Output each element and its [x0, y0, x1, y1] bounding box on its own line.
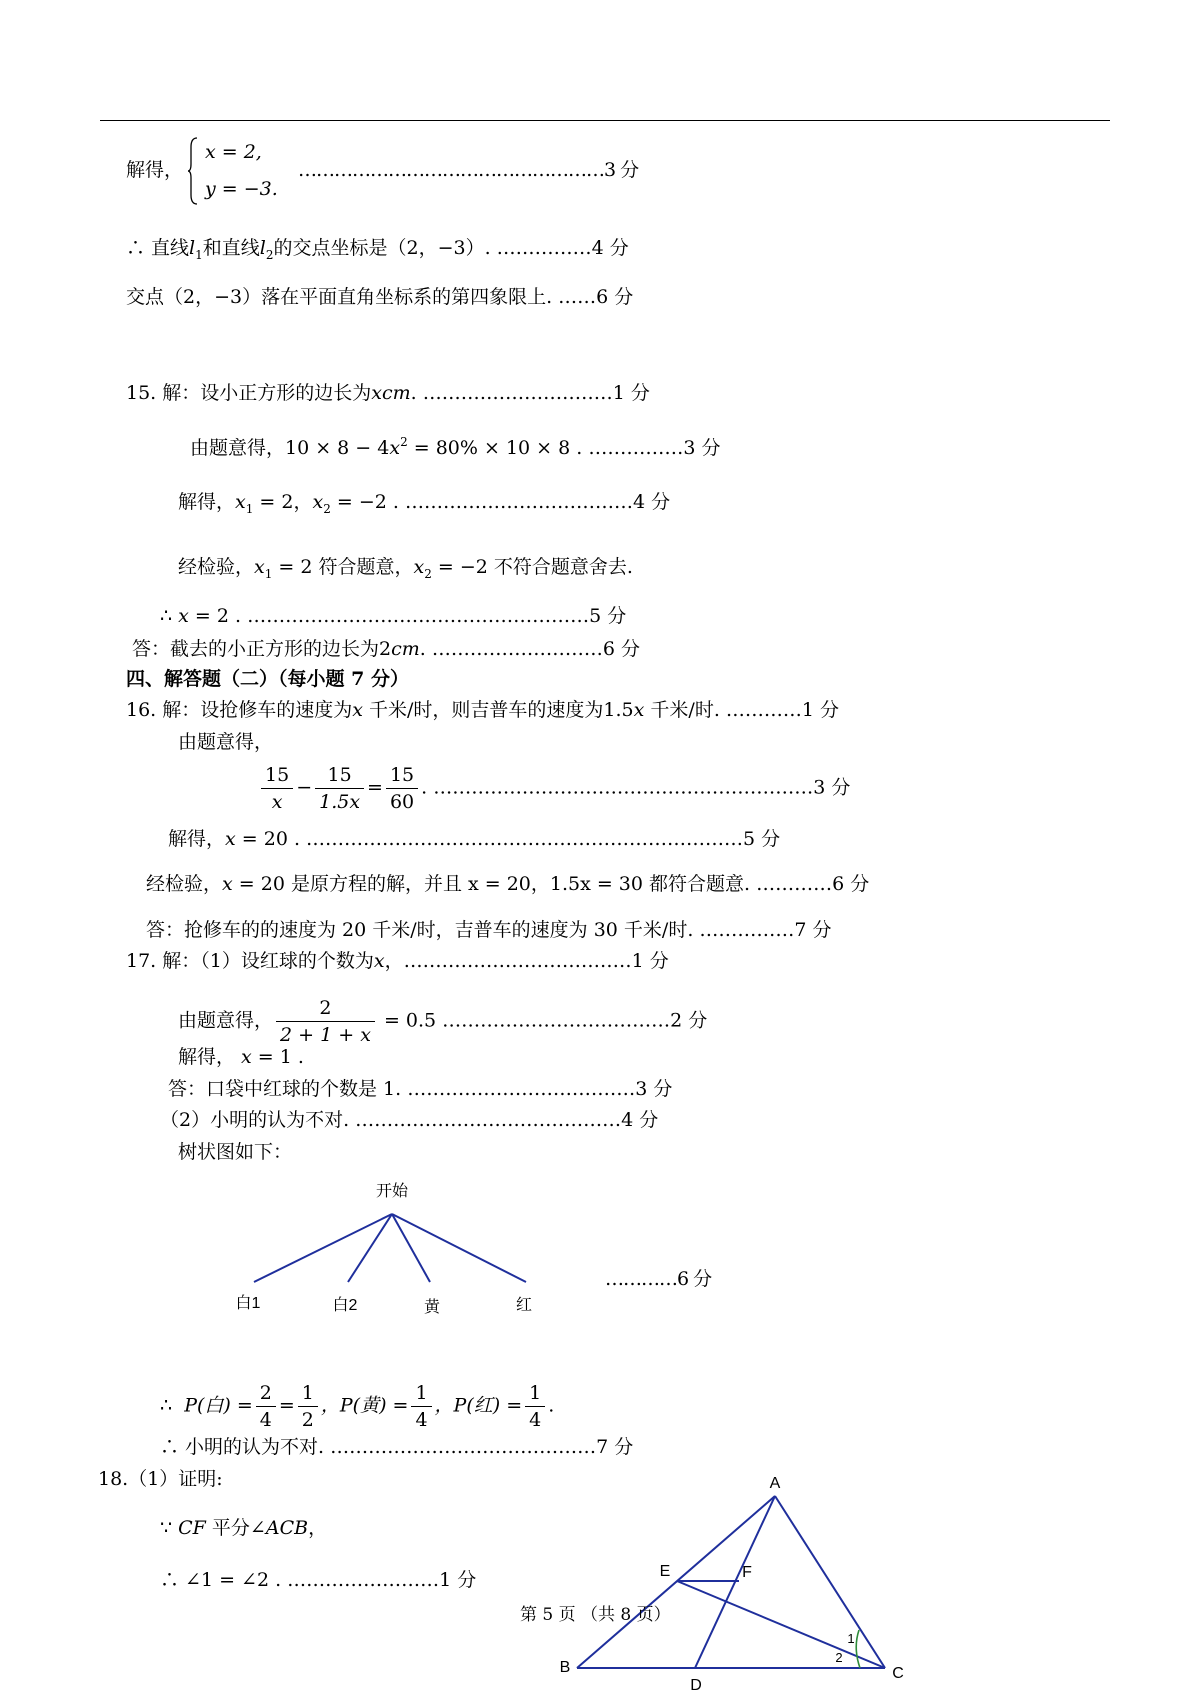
p16-line5 [146, 872, 869, 896]
tree-leaf-white1: 白1 [235, 1295, 261, 1312]
pw-num: 2 [256, 1380, 276, 1407]
p15-l4-pre: 经检验， [178, 556, 255, 578]
point-d-label: D [690, 1677, 702, 1693]
p15-line3 [178, 490, 670, 521]
p16-l4-pre: 解得， [168, 828, 226, 850]
p17-l1-post: ，………………………………1 分 [384, 950, 669, 972]
intersection-post: 的交点坐标是（2，−3）. ……………4 分 [273, 237, 629, 259]
frac-2-4 [256, 1380, 276, 1433]
l2-subscript: 2 [265, 248, 274, 262]
p18-acb: ACB [265, 1517, 309, 1539]
system-brace [188, 137, 198, 205]
p15-l3-post: = −2 . ………………………………4 分 [330, 491, 671, 513]
vertex-c-label: C [892, 1665, 904, 1682]
p15-line6 [132, 637, 640, 661]
p17-line4: 答：口袋中红球的个数是 1. ………………………………3 分 [168, 1078, 673, 1100]
probability-line [160, 1380, 554, 1433]
frac-1-4-yellow [411, 1380, 431, 1433]
p18-line2 [160, 1516, 327, 1540]
pw2-num: 1 [298, 1380, 318, 1407]
angle-arc [856, 1630, 860, 1668]
frac-1-2 [298, 1380, 318, 1433]
angle-1-label: 1 [847, 1631, 855, 1646]
p15-l6-pre: 答：截去的小正方形的边长为2 [132, 638, 392, 660]
p15-l6-post: . ………………………6 分 [419, 638, 640, 660]
p17-line2 [178, 995, 707, 1048]
p15-l4-x1: x [254, 556, 265, 578]
tree-leaf-white2: 白2 [332, 1297, 358, 1314]
p-yellow-label: ，P(黄) = [320, 1394, 409, 1417]
p17-l3-post: = 1 . [251, 1046, 304, 1068]
p15-l3-s1: 1 [245, 502, 254, 516]
py-num: 1 [411, 1380, 431, 1407]
tree-score: …………6 分 [605, 1268, 712, 1290]
side-ab [577, 1496, 775, 1668]
p18-l2-mid: 平分∠ [205, 1517, 266, 1539]
p18-line3: ∴ ∠1 = ∠2 . ……………………1 分 [160, 1569, 477, 1591]
tree-diagram [230, 1180, 550, 1320]
p15-l3-mid: = 2， [253, 491, 313, 513]
p16-l5-x: x [222, 873, 233, 895]
p18-line1: 18.（1）证明: [98, 1468, 223, 1490]
f1-num: 15 [261, 762, 293, 789]
p17-line3 [178, 1045, 304, 1069]
f3-num: 15 [386, 762, 418, 789]
p-white-label: P(白) = [184, 1394, 253, 1417]
f3-den: 60 [389, 791, 415, 813]
header-rule [100, 120, 1110, 121]
p15-line5 [160, 604, 626, 628]
fraction-15-over-x [261, 762, 293, 815]
prob-end: . [548, 1394, 555, 1417]
intersection-prefix: ∴ 直线 [126, 237, 190, 259]
p15-l2-post: = 80% × 10 × 8 . ……………3 分 [407, 437, 721, 459]
intersection-line [126, 236, 629, 267]
p15-l2-sup: 2 [400, 435, 408, 449]
p17-f-num: 2 [276, 995, 375, 1022]
p15-l5-post: = 2 . ………………………………………………5 分 [188, 605, 627, 627]
p16-l5-pre: 经检验， [146, 873, 223, 895]
line-l1: l [189, 237, 196, 259]
p15-l4-s1: 1 [264, 567, 273, 581]
fraction-2-over-sum [276, 995, 375, 1048]
system-eq-y: y = −3. [205, 178, 278, 200]
p16-l5-post: = 20 是原方程的解，并且 x = 20，1.5x = 30 都符合题意. …………6 分 [232, 873, 870, 895]
p15-line4 [178, 555, 633, 586]
p-red-label: ，P(红) = [434, 1394, 523, 1417]
equals-sign: = [367, 776, 383, 799]
p16-l1-mid: 千米/时，则吉普车的速度为1.5 [362, 699, 634, 721]
tree-leaf-yellow: 黄 [423, 1299, 441, 1316]
p15-l1-post: . …………………………1 分 [410, 382, 650, 404]
p15-l4-s2: 2 [424, 567, 432, 581]
p15-l4-post: = −2 不符合题意舍去. [431, 556, 633, 578]
p15-l3-x2: x [312, 491, 324, 513]
p16-l1-x: x [352, 699, 363, 721]
p16-l4-x: x [225, 828, 236, 850]
pw-eq: = [278, 1394, 295, 1417]
therefore-symbol: ∴ [160, 1394, 173, 1417]
p15-l6-var: cm [391, 638, 420, 660]
page-footer: 第 5 页 （共 8 页） [520, 1605, 671, 1625]
p15-l4-mid: = 2 符合题意， [272, 556, 414, 578]
p15-l1-pre: 15. 解：设小正方形的边长为 [126, 382, 372, 404]
fraction-15-over-1-5x [315, 762, 364, 815]
fraction-15-over-60 [386, 762, 418, 815]
tree-leaf-red: 红 [515, 1297, 533, 1314]
f1-den: x [271, 791, 283, 813]
section-4-heading: 四、解答题（二）（每小题 7 分） [126, 668, 409, 690]
p15-l3-pre: 解得， [178, 491, 236, 513]
triangle-diagram [555, 1468, 925, 1693]
p16-l4-post: = 20 . ……………………………………………………………5 分 [235, 828, 781, 850]
minus-sign: − [296, 776, 313, 799]
frac-1-4-red [525, 1380, 545, 1433]
p17-line6: 树状图如下： [178, 1141, 293, 1163]
p15-l5-x: x [178, 605, 189, 627]
p15-l3-s2: 2 [323, 502, 331, 516]
f2-den: 1.5x [319, 791, 361, 813]
p18-l2-post: ， [308, 1517, 328, 1539]
p15-l2-pre: 由题意得，10 × 8 − 4 [190, 437, 390, 459]
p17-conclusion: ∴ 小明的认为不对. ……………………………………7 分 [160, 1436, 634, 1458]
p16-line2: 由题意得， [178, 731, 274, 753]
p15-l1-var: xcm [371, 382, 411, 404]
p16-line6: 答：抢修车的的速度为 20 千米/时，吉普车的速度为 30 千米/时. ……………7 分 [146, 919, 832, 941]
pr-num: 1 [525, 1380, 545, 1407]
p18-l2-pre: ∵ [160, 1517, 179, 1539]
p16-eq-post: . ……………………………………………………3 分 [421, 776, 851, 799]
p17-l2-label: 由题意得， [178, 1009, 274, 1032]
line-l2: l [259, 237, 266, 259]
intersection-mid: 和直线 [202, 237, 260, 259]
p15-line1 [126, 381, 650, 405]
side-ac [775, 1496, 885, 1668]
p15-l4-x2: x [413, 556, 425, 578]
segment-cf [677, 1581, 885, 1668]
p15-l5-pre: ∴ [160, 605, 179, 627]
p16-l1-x2: x [633, 699, 645, 721]
p16-line4 [168, 827, 780, 851]
vertex-b-label: B [559, 1659, 571, 1676]
angle-2-label: 2 [835, 1650, 843, 1665]
p17-l1-pre: 17. 解：（1）设红球的个数为 [126, 950, 374, 972]
p17-line5: （2）小明的认为不对. ……………………………………4 分 [160, 1109, 659, 1131]
p17-l3-x: x [241, 1046, 252, 1068]
point-f-label: F [742, 1564, 752, 1581]
vertex-a-label: A [769, 1475, 781, 1492]
p16-l1-post: 千米/时. …………1 分 [644, 699, 840, 721]
p15-l3-x1: x [235, 491, 246, 513]
p16-l1-pre: 16. 解：设抢修车的速度为 [126, 699, 353, 721]
tree-root-label: 开始 [375, 1183, 409, 1200]
p17-line1 [126, 949, 669, 973]
pw-den: 4 [259, 1409, 272, 1431]
p17-l3-pre: 解得， [178, 1046, 242, 1068]
p16-line1 [126, 698, 839, 722]
point-e-label: E [659, 1563, 671, 1580]
tree-branch-1 [254, 1214, 392, 1282]
p15-l2-x: x [389, 437, 401, 459]
p18-cf: CF [178, 1517, 206, 1539]
pr-den: 4 [529, 1409, 542, 1431]
p17-l1-x: x [373, 950, 385, 972]
p17-f-den: 2 + 1 + x [280, 1024, 371, 1046]
solve-label: 解得， [126, 159, 184, 181]
l1-subscript: 1 [195, 248, 203, 262]
system-eq-x: x = 2, [205, 141, 262, 163]
pw2-den: 2 [301, 1409, 314, 1431]
p17-f-post: = 0.5 ………………………………2 分 [377, 1009, 708, 1032]
score-3: ……………………………………………3 分 [298, 159, 639, 181]
f2-num: 15 [315, 762, 364, 789]
p16-equation [258, 762, 850, 815]
py-den: 4 [415, 1409, 428, 1431]
quadrant-line: 交点（2，−3）落在平面直角坐标系的第四象限上. ……6 分 [126, 286, 634, 308]
p15-line2 [190, 430, 720, 460]
